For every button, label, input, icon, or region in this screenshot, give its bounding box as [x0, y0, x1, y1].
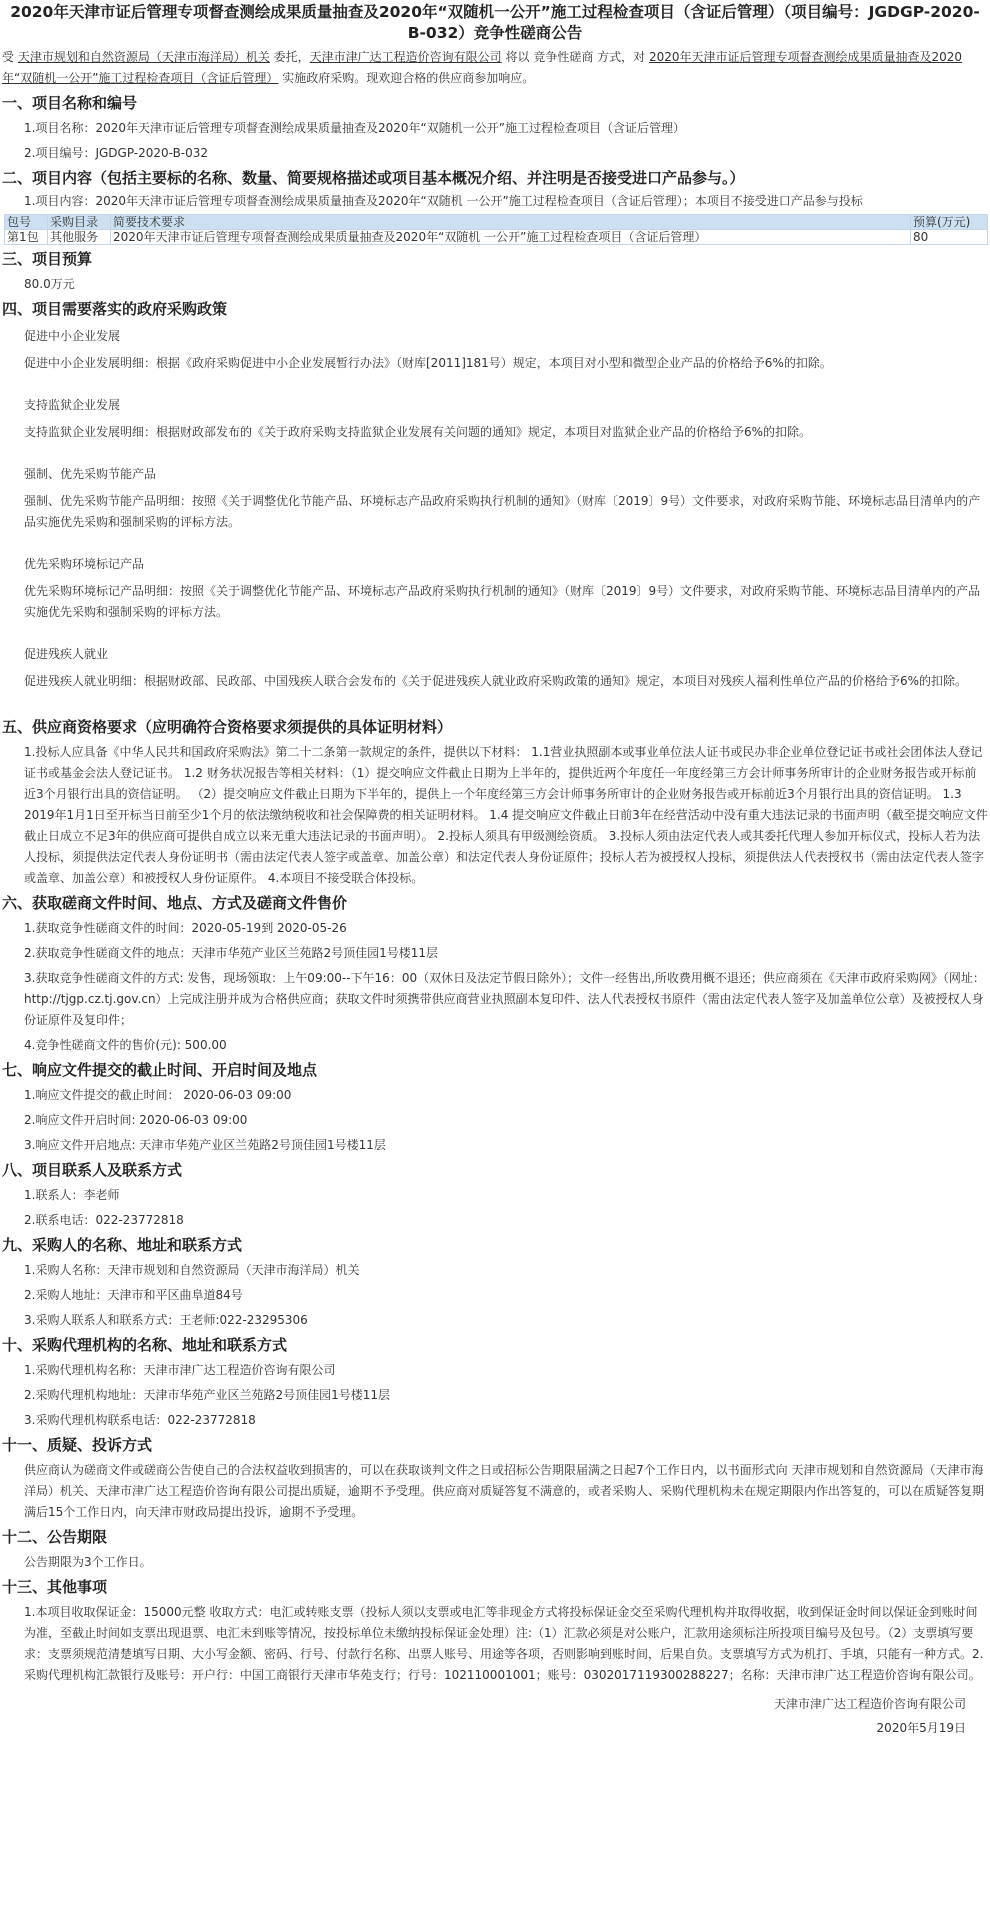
intro-text: 委托， [269, 50, 310, 64]
package-table [4, 214, 988, 245]
section-heading: 七、响应文件提交的截止时间、开启时间及地点 [2, 1061, 318, 1079]
section-4 [2, 299, 988, 713]
detail-line: 2.联系电话：022-23772818 [24, 1213, 184, 1227]
section-heading: 二、项目内容（包括主要标的名称、数量、简要规格描述或项目基本概况介绍、并注明是否接受进口产品参与。） [2, 169, 745, 187]
intro-paragraph [2, 47, 988, 89]
signature-date: 2020年5月19日 [876, 1721, 966, 1735]
section-heading: 十三、其他事项 [2, 1578, 108, 1596]
policy-title: 强制、优先采购节能产品 [24, 467, 157, 481]
detail-line: 3.响应文件开启地点: 天津市华苑产业区兰苑路2号顶佳园1号楼11层 [24, 1138, 386, 1152]
signature-block [2, 1694, 988, 1739]
agency-link[interactable]: 天津市津广达工程造价咨询有限公司 [309, 50, 502, 64]
section-13 [2, 1577, 988, 1686]
buyer-link[interactable]: 天津市规划和自然资源局（天津市海洋局）机关 [17, 50, 270, 64]
detail-line: 3.获取竞争性磋商文件的方式: 发售，现场领取：上午09:00--下午16：00（双休日及法定节假日除外）；文件一经售出,所收费用概不退还；供应商须在《天津市政府采购网》（网址：http://tjgp.cz.tj.gov.cn）上完成注册并成为合格供应商；获取文件时须携带供应商营业执照副本复印件、法人代表授权书原件（需由法定代表人签字及加盖单位公章）及被授权人身份证原件及复印件； [24, 971, 985, 1027]
detail-line: 1.响应文件提交的截止时间： 2020-06-03 09:00 [24, 1088, 292, 1102]
table-cell: 第1包 [5, 230, 48, 245]
section-heading: 十二、公告期限 [2, 1528, 108, 1546]
section-8 [2, 1160, 988, 1231]
policy-body: 促进残疾人就业明细：根据财政部、民政部、中国残疾人联合会发布的《关于促进残疾人就业政府采购政策的通知》规定，本项目对残疾人福利性单位产品的价格给予6%的扣除。 [24, 674, 968, 688]
table-header-row [5, 215, 988, 230]
table-header-cell: 预算(万元) [911, 215, 988, 230]
table-header-cell: 简要技术要求 [111, 215, 911, 230]
table-cell: 2020年天津市证后管理专项督查测绘成果质量抽查及2020年“双随机 一公开”施工过程检查项目（含证后管理） [111, 230, 911, 245]
detail-line: 1.采购人名称：天津市规划和自然资源局（天津市海洋局）机关 [24, 1263, 360, 1277]
policy-title: 优先采购环境标记产品 [24, 557, 145, 571]
policy-title: 促进中小企业发展 [24, 329, 121, 343]
policy-title: 支持监狱企业发展 [24, 398, 121, 412]
intro-text: 将以 竞争性磋商 方式，对 [501, 50, 649, 64]
policy-title: 促进残疾人就业 [24, 647, 109, 661]
table-row [5, 230, 988, 245]
page-title: 2020年天津市证后管理专项督查测绘成果质量抽查及2020年“双随机一公开”施工过程检查项目（含证后管理）（项目编号：JGDGP-2020-B-032）竞争性磋商公告 [10, 3, 980, 42]
table-header-cell: 采购目录 [48, 215, 111, 230]
section-1 [2, 93, 988, 164]
detail-line: 1.获取竞争性磋商文件的时间：2020-05-19到 2020-05-26 [24, 921, 347, 935]
section-12 [2, 1527, 988, 1573]
signature-org: 天津市津广达工程造价咨询有限公司 [773, 1697, 966, 1711]
project-link[interactable]: 2020年天津市证后管理专项督查测绘成果质量抽查及2020年“双随机一公开”施工过程检查项目（含证后管理） [2, 50, 963, 85]
table-header-cell: 包号 [5, 215, 48, 230]
section-heading: 八、项目联系人及联系方式 [2, 1161, 183, 1179]
detail-line: 1.联系人：李老师 [24, 1188, 120, 1202]
table-cell: 80 [911, 230, 988, 245]
detail-line: 2.采购人地址：天津市和平区曲阜道84号 [24, 1288, 243, 1302]
section-heading: 九、采购人的名称、地址和联系方式 [2, 1236, 243, 1254]
section-heading: 三、项目预算 [2, 250, 93, 268]
section-3 [2, 249, 988, 295]
section-2 [2, 168, 988, 245]
section-heading: 六、获取磋商文件时间、地点、方式及磋商文件售价 [2, 894, 348, 912]
other-matters-body: 1.本项目收取保证金：15000元整 收取方式：电汇或转账支票（投标人须以支票或电汇等非现金方式将投标保证金交至采购代理机构并取得收据，收到保证金时间以保证金到账时间为准，至截止时间如支票出现退票、电汇未到账等情况，按投标单位未缴纳投标保证金处理）注:（1）汇款必须是对公账户，汇款用途须标注所投项目编号及包号。（2）支票填写要求：支票须规范清楚填写日期、大小写金额、密码、行号、付款行名称、出票人账号、用途等各项，否则影响到账时间，后果自负。支票填写方式为机打、手填，只能有一种方式。2.采购代理机构汇款银行及账号：开户行：中国工商银行天津市华苑支行；行号：102110001001；账号：0302017119300288227；名称：天津市津广达工程造价咨询有限公司。 [24, 1605, 984, 1682]
section-heading: 一、项目名称和编号 [2, 94, 138, 112]
notice-period: 公告期限为3个工作日。 [24, 1555, 152, 1569]
intro-text: 受 [2, 50, 18, 64]
detail-line: 4.竞争性磋商文件的售价(元): 500.00 [24, 1038, 227, 1052]
intro-text: 实施政府采购。现欢迎合格的供应商参加响应。 [278, 71, 535, 85]
section-6 [2, 893, 988, 1056]
detail-line: 2.采购代理机构地址：天津市华苑产业区兰苑路2号顶佳园1号楼11层 [24, 1388, 390, 1402]
policy-body: 支持监狱企业发展明细：根据财政部发布的《关于政府采购支持监狱企业发展有关问题的通知》规定，本项目对监狱企业产品的价格给予6%的扣除。 [24, 425, 812, 439]
policy-body: 优先采购环境标记产品明细：按照《关于调整优化节能产品、环境标志产品政府采购执行机制的通知》（财库〔2019〕9号）文件要求，对政府采购节能、环境标志品目清单内的产品实施优先采购和强制采购的评标方法。 [24, 584, 981, 619]
section-heading: 四、项目需要落实的政府采购政策 [2, 300, 228, 318]
qualification-body: 1.投标人应具备《中华人民共和国政府采购法》第二十二条第一款规定的条件，提供以下材料： 1.1营业执照副本或事业单位法人证书或民办非企业单位登记证书或社会团体法人登记证书或基金会法人登记证书。 1.2 财务状况报告等相关材料：（1）提交响应文件截止日期为上半年的，提供近两个年度任一年度经第三方会计师事务所审计的企业财务报告或开标前近3个月银行出具的资信证明。 （2）提交响应文件截止日期为下半年的，提供上一个年度经第三方会计师事务所审计的企业财务报告或开标前近3个月银行出具的资信证明。 1.3 2019年1月1日至开标当日前至少1个月的依法缴纳税收和社会保障费的相关证明材料。 1.4 提交响应文件截止日前3年在经营活动中没有重大违法记录的书面声明（截至提交响应文件截止日成立不足3年的供应商可提供自成立以来无重大违法记录的书面声明）。 2.投标人须具有甲级测绘资质。 3.投标人须由法定代表人或其委托代理人参加开标仪式，投标人若为法人投标，须提供法定代表人身份证明书（需由法定代表人签字或盖章、加盖公章）和法定代表人身份证原件；投标人若为被授权人投标，须提供法人代表授权书（需由法定代表人签字或盖章、加盖公章）和被授权人身份证原件。 4.本项目不接受联合体投标。 [24, 745, 988, 885]
detail-line: 2.响应文件开启时间: 2020-06-03 09:00 [24, 1113, 248, 1127]
policy-body: 强制、优先采购节能产品明细：按照《关于调整优化节能产品、环境标志产品政府采购执行机制的通知》（财库〔2019〕9号）文件要求，对政府采购节能、环境标志品目清单内的产品实施优先采购和强制采购的评标方法。 [24, 494, 981, 529]
section-7 [2, 1060, 988, 1156]
section-5 [2, 717, 988, 889]
detail-line: 1.采购代理机构名称：天津市津广达工程造价咨询有限公司 [24, 1363, 336, 1377]
section-11 [2, 1435, 988, 1523]
table-cell: 其他服务 [48, 230, 111, 245]
budget-value: 80.0万元 [24, 277, 75, 291]
detail-line: 2.获取竞争性磋商文件的地点：天津市华苑产业区兰苑路2号顶佳园1号楼11层 [24, 946, 438, 960]
section-heading: 十、采购代理机构的名称、地址和联系方式 [2, 1336, 288, 1354]
detail-line: 3.采购人联系人和联系方式：王老师:022-23295306 [24, 1313, 308, 1327]
detail-line: 3.采购代理机构联系电话：022-23772818 [24, 1413, 256, 1427]
complaint-body: 供应商认为磋商文件或磋商公告使自己的合法权益收到损害的，可以在获取谈判文件之日或招标公告期限届满之日起7个工作日内，以书面形式向 天津市规划和自然资源局（天津市海洋局）机关、天津市津广达工程造价咨询有限公司提出质疑，逾期不予受理。供应商对质疑答复不满意的，或者采购人、采购代理机构未在规定期限内作出答复的，可以在质疑答复期满后15个工作日内，向天津市财政局提出投诉，逾期不予受理。 [24, 1463, 985, 1519]
section-10 [2, 1335, 988, 1431]
section-heading: 十一、质疑、投诉方式 [2, 1436, 153, 1454]
project-content: 1.项目内容：2020年天津市证后管理专项督查测绘成果质量抽查及2020年“双随机 一公开”施工过程检查项目（含证后管理）；本项目不接受进口产品参与投标 [24, 194, 863, 208]
policy-body: 促进中小企业发展明细：根据《政府采购促进中小企业发展暂行办法》（财库[2011]181号）规定，本项目对小型和微型企业产品的价格给予6%的扣除。 [24, 356, 832, 370]
section-9 [2, 1235, 988, 1331]
project-code: 2.项目编号：JGDGP-2020-B-032 [24, 146, 209, 160]
section-heading: 五、供应商资格要求（应明确符合资格要求须提供的具体证明材料） [2, 718, 453, 736]
project-name: 1.项目名称：2020年天津市证后管理专项督查测绘成果质量抽查及2020年“双随机一公开”施工过程检查项目（含证后管理） [24, 121, 685, 135]
